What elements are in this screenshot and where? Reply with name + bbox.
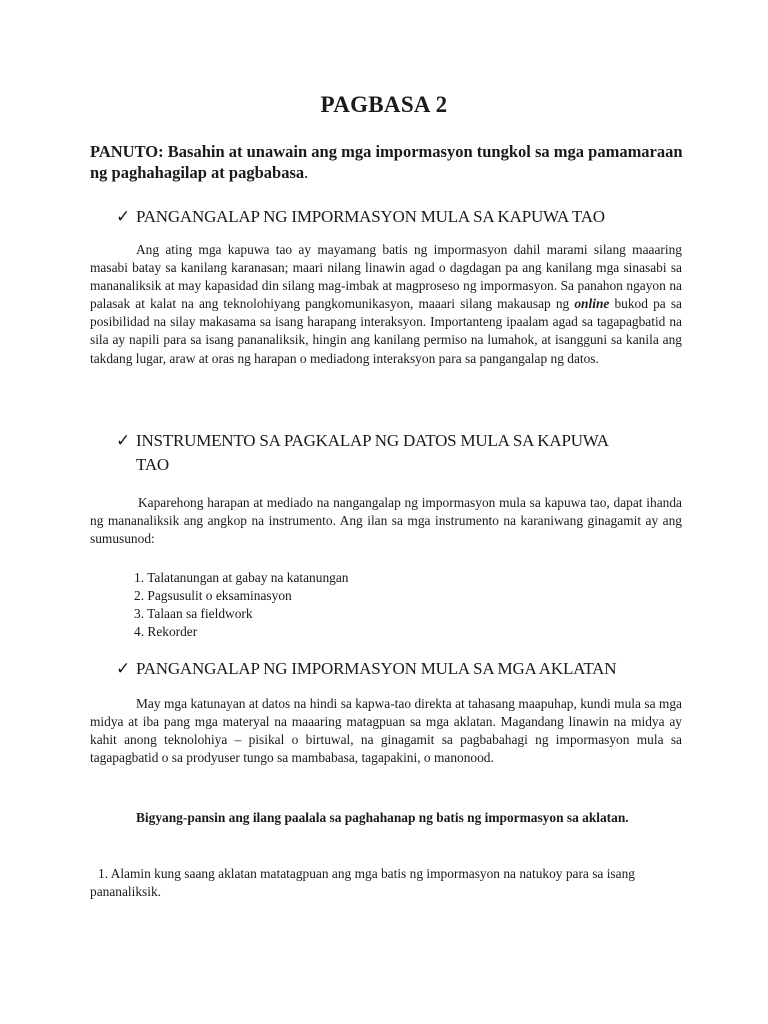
section-heading-instrumento xyxy=(116,429,696,477)
instructions xyxy=(90,141,690,183)
instructions-period: . xyxy=(304,163,309,182)
section-heading-kapuwa-tao xyxy=(116,205,696,229)
page-title: PAGBASA 2 xyxy=(320,92,448,117)
list-item: 4. Rekorder xyxy=(134,624,198,640)
paalala-note xyxy=(90,809,682,828)
paragraph-text-b: bukod pa sa posibilidad na silay makasama sa isang harapang interaksyon. Importanteng ipaalam agad sa tagapagbatid na sila ay napili para sa isang pananaliksik, hingin ang kanilang permiso na lumahok, at isangguni sa kanila ang takdang lugar, araw at oras ng harapan o mediadong interaksyon para sa pangangalap ng datos. xyxy=(90,296,682,366)
paalala-text: Bigyang-pansin ang ilang paalala sa paghahanap ng batis ng impormasyon sa aklatan. xyxy=(136,810,629,825)
paragraph-kapuwa-tao xyxy=(90,241,682,368)
list-item: 3. Talaan sa fieldwork xyxy=(134,606,253,622)
section-heading-text-line1: INSTRUMENTO SA PAGKALAP NG DATOS MULA SA KAPUWA xyxy=(136,431,609,450)
checkmark-icon: ✓ xyxy=(116,659,131,679)
instrument-list xyxy=(134,569,534,641)
list-item: 1. Talatanungan at gabay na katanungan xyxy=(134,570,349,585)
paragraph-text: Kaparehong harapan at mediado na nangangalap ng impormasyon mula sa kapuwa tao, dapat ihanda ng mananaliksik ang angkop na instrumento. Ang ilan sa mga instrumento na karaniwang ginagamit ay ang sumusunod: xyxy=(90,495,682,547)
instructions-text: PANUTO: Basahin at unawain ang mga impormasyon tungkol sa mga pamamaraan ng paghahagilap at pagbabasa xyxy=(90,142,683,182)
paalala-item xyxy=(90,865,682,901)
paragraph-aklatan xyxy=(90,695,682,767)
emphasis-online: online xyxy=(574,296,610,312)
section-heading-text-line2: TAO xyxy=(136,455,169,474)
checkmark-icon: ✓ xyxy=(116,207,131,227)
section-heading-text: PANGANGALAP NG IMPORMASYON MULA SA MGA AKLATAN xyxy=(136,659,617,678)
paragraph-instrumento xyxy=(90,494,682,548)
paragraph-text-a: Ang ating mga kapuwa tao ay mayamang batis ng impormasyon dahil marami silang maaaring masabi batay sa kanilang karanasan; maari nilang linawin agad o dagdagan pa ang kanilang mga sinasabi sa mananaliksik at may kapasidad din silang mag-imbak at magproseso ng impormasyon. Sa panahon ngayon na palasak at kalat na ang teknolohiyang pangkomunikasyon, maaari silang makausap ng xyxy=(90,242,682,312)
paragraph-text: May mga katunayan at datos na hindi sa kapwa-tao direkta at tahasang maapuhap, kundi mula sa mga midya at iba pang mga materyal na maaaring matagpuan sa mga aklatan. Magandang linawin na midya ay kahit anong teknolohiya – pisikal o birtuwal, na ginagamit sa pagbabahagi ng impormasyon mula sa tagapagbatid o sa prodyuser tungo sa mambabasa, tagapakini, o manonood. xyxy=(90,696,682,766)
section-heading-aklatan xyxy=(116,657,696,681)
list-item: 2. Pagsusulit o eksaminasyon xyxy=(134,588,292,604)
section-heading-text: PANGANGALAP NG IMPORMASYON MULA SA KAPUWA TAO xyxy=(136,207,605,226)
checkmark-icon: ✓ xyxy=(116,431,131,451)
paalala-item-text: 1. Alamin kung saang aklatan matatagpuan ang mga batis ng impormasyon na natukoy para sa isang pananaliksik. xyxy=(90,866,635,900)
